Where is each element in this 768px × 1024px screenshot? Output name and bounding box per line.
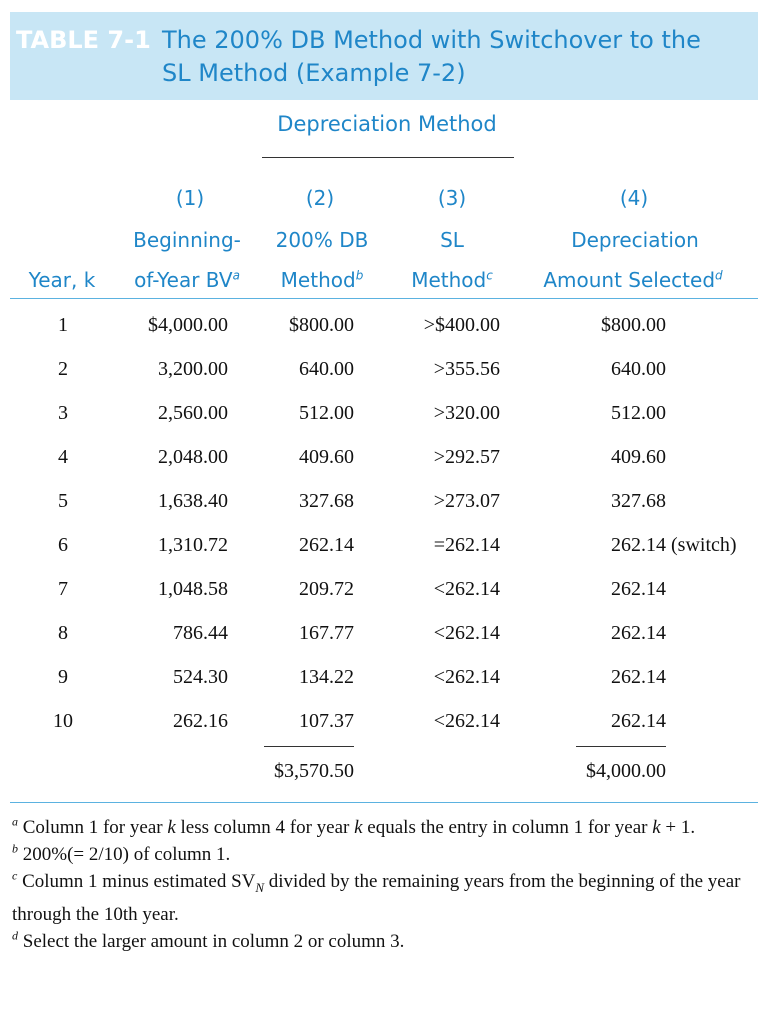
year-cell: 1: [58, 314, 68, 336]
col4-header-line2: Amount Selected$^d$: [543, 268, 723, 292]
year-cell: 8: [58, 622, 68, 644]
year-cell: 2: [58, 358, 68, 380]
selected-cell: $800.00: [601, 314, 666, 336]
col1-header-line2: of-Year $BV^a$: [134, 268, 240, 292]
sl-cell: <262.14: [433, 710, 500, 732]
selected-cell: 262.14: [611, 710, 666, 732]
sl-cell: >320.00: [433, 402, 500, 424]
db-total-rule: [264, 746, 354, 747]
selected-cell: 262.14: [611, 578, 666, 600]
sl-cell: <262.14: [433, 666, 500, 688]
selected-total: $4,000.00: [586, 760, 666, 782]
table-label: TABLE 7-1: [16, 26, 151, 54]
bv-cell: 3,200.00: [158, 358, 228, 380]
selected-cell: 262.14: [611, 666, 666, 688]
db-cell: 327.68: [299, 490, 354, 512]
col4-header-line1: Depreciation: [571, 228, 699, 252]
col2-number: (2): [305, 186, 335, 210]
selected-cell: 512.00: [611, 402, 666, 424]
selected-cell: 327.68: [611, 490, 666, 512]
footnote-b: $^b$ 200%(= 2/10) of column 1.: [12, 841, 231, 865]
sl-cell: =262.14: [433, 534, 500, 556]
table-row: [0, 446, 768, 490]
bv-cell: $4,000.00: [148, 314, 228, 336]
table-row: [0, 578, 768, 622]
db-cell: 640.00: [299, 358, 354, 380]
selected-value: 262.14: [611, 534, 666, 556]
col3-header-line2: Method$^c$: [411, 268, 493, 292]
group-header-rule: [262, 157, 514, 158]
sl-cell: >292.57: [433, 446, 500, 468]
bv-cell: 262.16: [173, 710, 228, 732]
switch-note: (switch): [671, 534, 737, 556]
col2-header-line2: Method$^b$: [280, 268, 364, 292]
db-cell: 134.22: [299, 666, 354, 688]
table-row: [0, 314, 768, 358]
db-cell: 409.60: [299, 446, 354, 468]
bv-cell: 786.44: [173, 622, 228, 644]
title-line-2: SL Method (Example 7-2): [162, 59, 466, 87]
year-cell: 10: [53, 710, 73, 732]
table-row: [0, 490, 768, 534]
col3-number: (3): [437, 186, 467, 210]
selected-cell: 640.00: [611, 358, 666, 380]
selected-total-rule: [576, 746, 666, 747]
db-cell: 209.72: [299, 578, 354, 600]
col4-number: (4): [619, 186, 649, 210]
col1-header-line1: Beginning-: [133, 228, 241, 252]
footnote-c: $^c$ Column 1 minus estimated $SV_N$ divided by the remaining years from the beginning of the year through the 10th year.: [12, 868, 741, 925]
title-line-1: The 200% DB Method with Switchover to the: [162, 26, 701, 54]
table-row: [0, 622, 768, 666]
table-row: [0, 710, 768, 754]
year-header: Year, k: [28, 268, 96, 292]
title-band: [10, 12, 758, 100]
year-cell: 4: [58, 446, 68, 468]
table-row: [0, 666, 768, 710]
bv-cell: 1,048.58: [158, 578, 228, 600]
header-rule: [10, 298, 758, 299]
sl-cell: <262.14: [433, 622, 500, 644]
bv-cell: 1,638.40: [158, 490, 228, 512]
sl-cell: <262.14: [433, 578, 500, 600]
db-cell: 262.14: [299, 534, 354, 556]
col3-header-line1: SL: [440, 228, 464, 252]
sl-cell: >$400.00: [423, 314, 500, 336]
selected-cell: 409.60: [611, 446, 666, 468]
bv-cell: 2,560.00: [158, 402, 228, 424]
table-row: [0, 534, 768, 578]
sl-cell: >355.56: [433, 358, 500, 380]
table-bottom-rule: [10, 802, 758, 803]
table-row: [0, 358, 768, 402]
table-title: [162, 24, 742, 90]
year-cell: 6: [58, 534, 68, 556]
footnotes: [12, 814, 760, 955]
bv-cell: 524.30: [173, 666, 228, 688]
db-cell: $800.00: [289, 314, 354, 336]
bv-cell: 2,048.00: [158, 446, 228, 468]
selected-cell: 262.14: [611, 622, 666, 644]
selected-cell: [540, 534, 745, 557]
footnote-a: $^a$ Column 1 for year k less column 4 for year k equals the entry in column 1 for year k + 1.: [12, 814, 696, 838]
db-cell: 167.77: [299, 622, 354, 644]
year-cell: 3: [58, 402, 68, 424]
db-cell: 512.00: [299, 402, 354, 424]
year-cell: 9: [58, 666, 68, 688]
year-cell: 7: [58, 578, 68, 600]
year-cell: 5: [58, 490, 68, 512]
group-header: Depreciation Method: [277, 112, 497, 136]
col1-number: (1): [175, 186, 205, 210]
footnote-d: $^d$ Select the larger amount in column 2 or column 3.: [12, 928, 405, 952]
sl-cell: >273.07: [433, 490, 500, 512]
db-total: $3,570.50: [274, 760, 354, 782]
bv-cell: 1,310.72: [158, 534, 228, 556]
col2-header-line1: 200% DB: [275, 228, 369, 252]
db-cell: 107.37: [299, 710, 354, 732]
table-row: [0, 402, 768, 446]
